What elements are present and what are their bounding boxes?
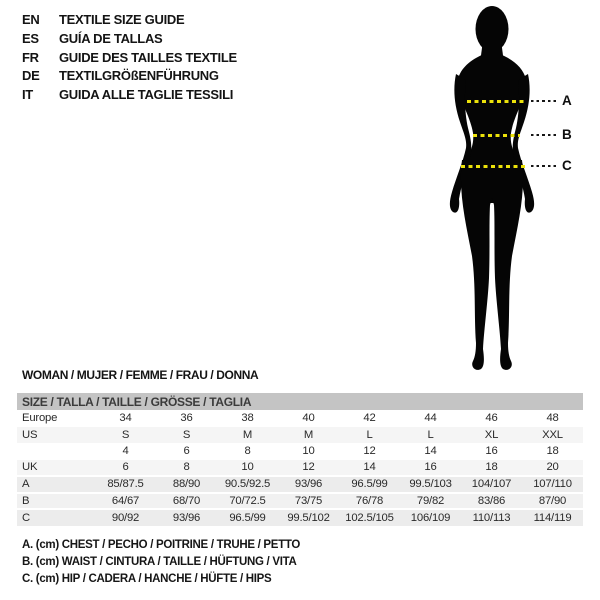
cell: 46: [485, 412, 498, 425]
lang-code: IT: [22, 87, 33, 103]
table-row-chest: [17, 476, 583, 493]
cell: 20: [546, 461, 559, 474]
cell: 34: [119, 412, 132, 425]
cell: 44: [424, 412, 437, 425]
cell: 48: [546, 412, 559, 425]
hip-leader-dots: [531, 165, 558, 167]
cell: 93/96: [172, 511, 201, 524]
legend-chest: A. (cm) CHEST / PECHO / POITRINE / TRUHE / PETTO: [22, 539, 301, 551]
cell: 42: [363, 412, 376, 425]
cell: 90.5/92.5: [224, 478, 271, 491]
waist-line-label: B: [562, 127, 572, 142]
row-label: Europe: [22, 412, 58, 425]
row-label: B: [22, 494, 30, 507]
table-row-us: [17, 427, 583, 444]
cell: M: [242, 428, 253, 441]
language-title-block: [22, 11, 237, 105]
lang-title: GUÍA DE TALLAS: [59, 30, 163, 46]
chest-measure-dashes: [467, 100, 526, 103]
cell: 88/90: [172, 478, 201, 491]
cell: 99.5/103: [409, 478, 452, 491]
cell: 79/82: [416, 494, 445, 507]
cell: 76/78: [355, 494, 384, 507]
cell: L: [427, 428, 434, 441]
row-label: [17, 443, 95, 460]
lang-row-en: [22, 11, 237, 30]
lang-row-fr: [22, 49, 237, 68]
cell: 83/86: [477, 494, 506, 507]
cell: 64/67: [111, 494, 140, 507]
cell: 16: [424, 461, 437, 474]
cell: 107/110: [533, 478, 572, 491]
lang-row-it: [22, 86, 237, 105]
woman-silhouette-figure: [420, 0, 600, 376]
row-label: UK: [22, 461, 38, 474]
table-row-hip: [17, 509, 583, 526]
measurement-legend: [22, 537, 300, 589]
table-row-numeric: [17, 443, 583, 460]
table-row-uk: [17, 460, 583, 477]
lang-title: GUIDE DES TAILLES TEXTILE: [59, 49, 237, 65]
cell: 10: [241, 461, 254, 474]
figure-block: [420, 0, 600, 376]
cell: 8: [183, 461, 190, 474]
lang-title: TEXTILGRÖßENFÜHRUNG: [59, 68, 219, 84]
cell: 93/96: [294, 478, 323, 491]
row-label: US: [22, 428, 38, 441]
cell: 6: [122, 461, 129, 474]
cell: 70/72.5: [229, 494, 266, 507]
cell: 18: [546, 445, 559, 458]
chest-line-label: A: [562, 93, 572, 108]
waist-leader-dots: [531, 134, 558, 136]
cell: 87/90: [538, 494, 567, 507]
cell: 68/70: [172, 494, 201, 507]
cell: 38: [241, 412, 254, 425]
lang-title: GUIDA ALLE TAGLIE TESSILI: [59, 87, 234, 103]
cell: 110/113: [472, 511, 511, 524]
cell: 104/107: [471, 478, 512, 491]
cell: 114/119: [533, 511, 572, 524]
table-row-europe: [17, 410, 583, 427]
lang-code: EN: [22, 12, 40, 27]
cell: M: [303, 428, 314, 441]
cell: 90/92: [111, 511, 140, 524]
hip-measure-dashes: [461, 165, 527, 168]
silhouette-right-leg: [492, 160, 523, 370]
cell: 4: [122, 445, 129, 458]
cell: 73/75: [294, 494, 323, 507]
cell: 8: [244, 445, 251, 458]
chest-leader-dots: [531, 100, 558, 102]
cell: S: [182, 428, 191, 441]
lang-code: FR: [22, 49, 39, 65]
cell: 40: [302, 412, 315, 425]
lang-title: TEXTILE SIZE GUIDE: [59, 12, 185, 27]
cell: 99.5/102: [287, 511, 330, 524]
cell: 10: [302, 445, 315, 458]
row-label: A: [22, 478, 30, 491]
cell: 102.5/105: [345, 511, 394, 524]
cell: 16: [485, 445, 498, 458]
cell: 12: [363, 445, 376, 458]
lang-row-de: [22, 67, 237, 86]
cell: 6: [183, 445, 190, 458]
cell: 14: [363, 461, 376, 474]
cell: 96.5/99: [351, 478, 388, 491]
cell: 14: [424, 445, 437, 458]
cell: 96.5/99: [229, 511, 266, 524]
size-table: [17, 393, 583, 526]
cell: 106/109: [410, 511, 451, 524]
lang-code: DE: [22, 68, 40, 84]
cell: 36: [180, 412, 193, 425]
cell: XL: [484, 428, 499, 441]
waist-measure-dashes: [473, 134, 520, 137]
cell: 85/87.5: [107, 478, 144, 491]
hip-line-label: C: [562, 158, 572, 173]
lang-row-es: [22, 30, 237, 49]
cell: 12: [302, 461, 315, 474]
legend-waist: B. (cm) WAIST / CINTURA / TAILLE / HÜFTUNG / VITA: [22, 556, 297, 569]
legend-hip: C. (cm) HIP / CADERA / HANCHE / HÜFTE / HIPS: [22, 573, 272, 586]
cell: S: [121, 428, 130, 441]
section-title: WOMAN / MUJER / FEMME / FRAU / DONNA: [22, 368, 259, 382]
table-header-label: SIZE / TALLA / TAILLE / GRÖSSE / TAGLIA: [17, 393, 583, 410]
silhouette-left-leg: [461, 160, 492, 370]
cell: 18: [485, 461, 498, 474]
lang-code: ES: [22, 30, 39, 46]
cell: L: [366, 428, 373, 441]
table-header-row: [17, 393, 583, 410]
cell: XXL: [542, 428, 563, 441]
table-row-waist: [17, 493, 583, 510]
row-label: C: [22, 511, 30, 524]
